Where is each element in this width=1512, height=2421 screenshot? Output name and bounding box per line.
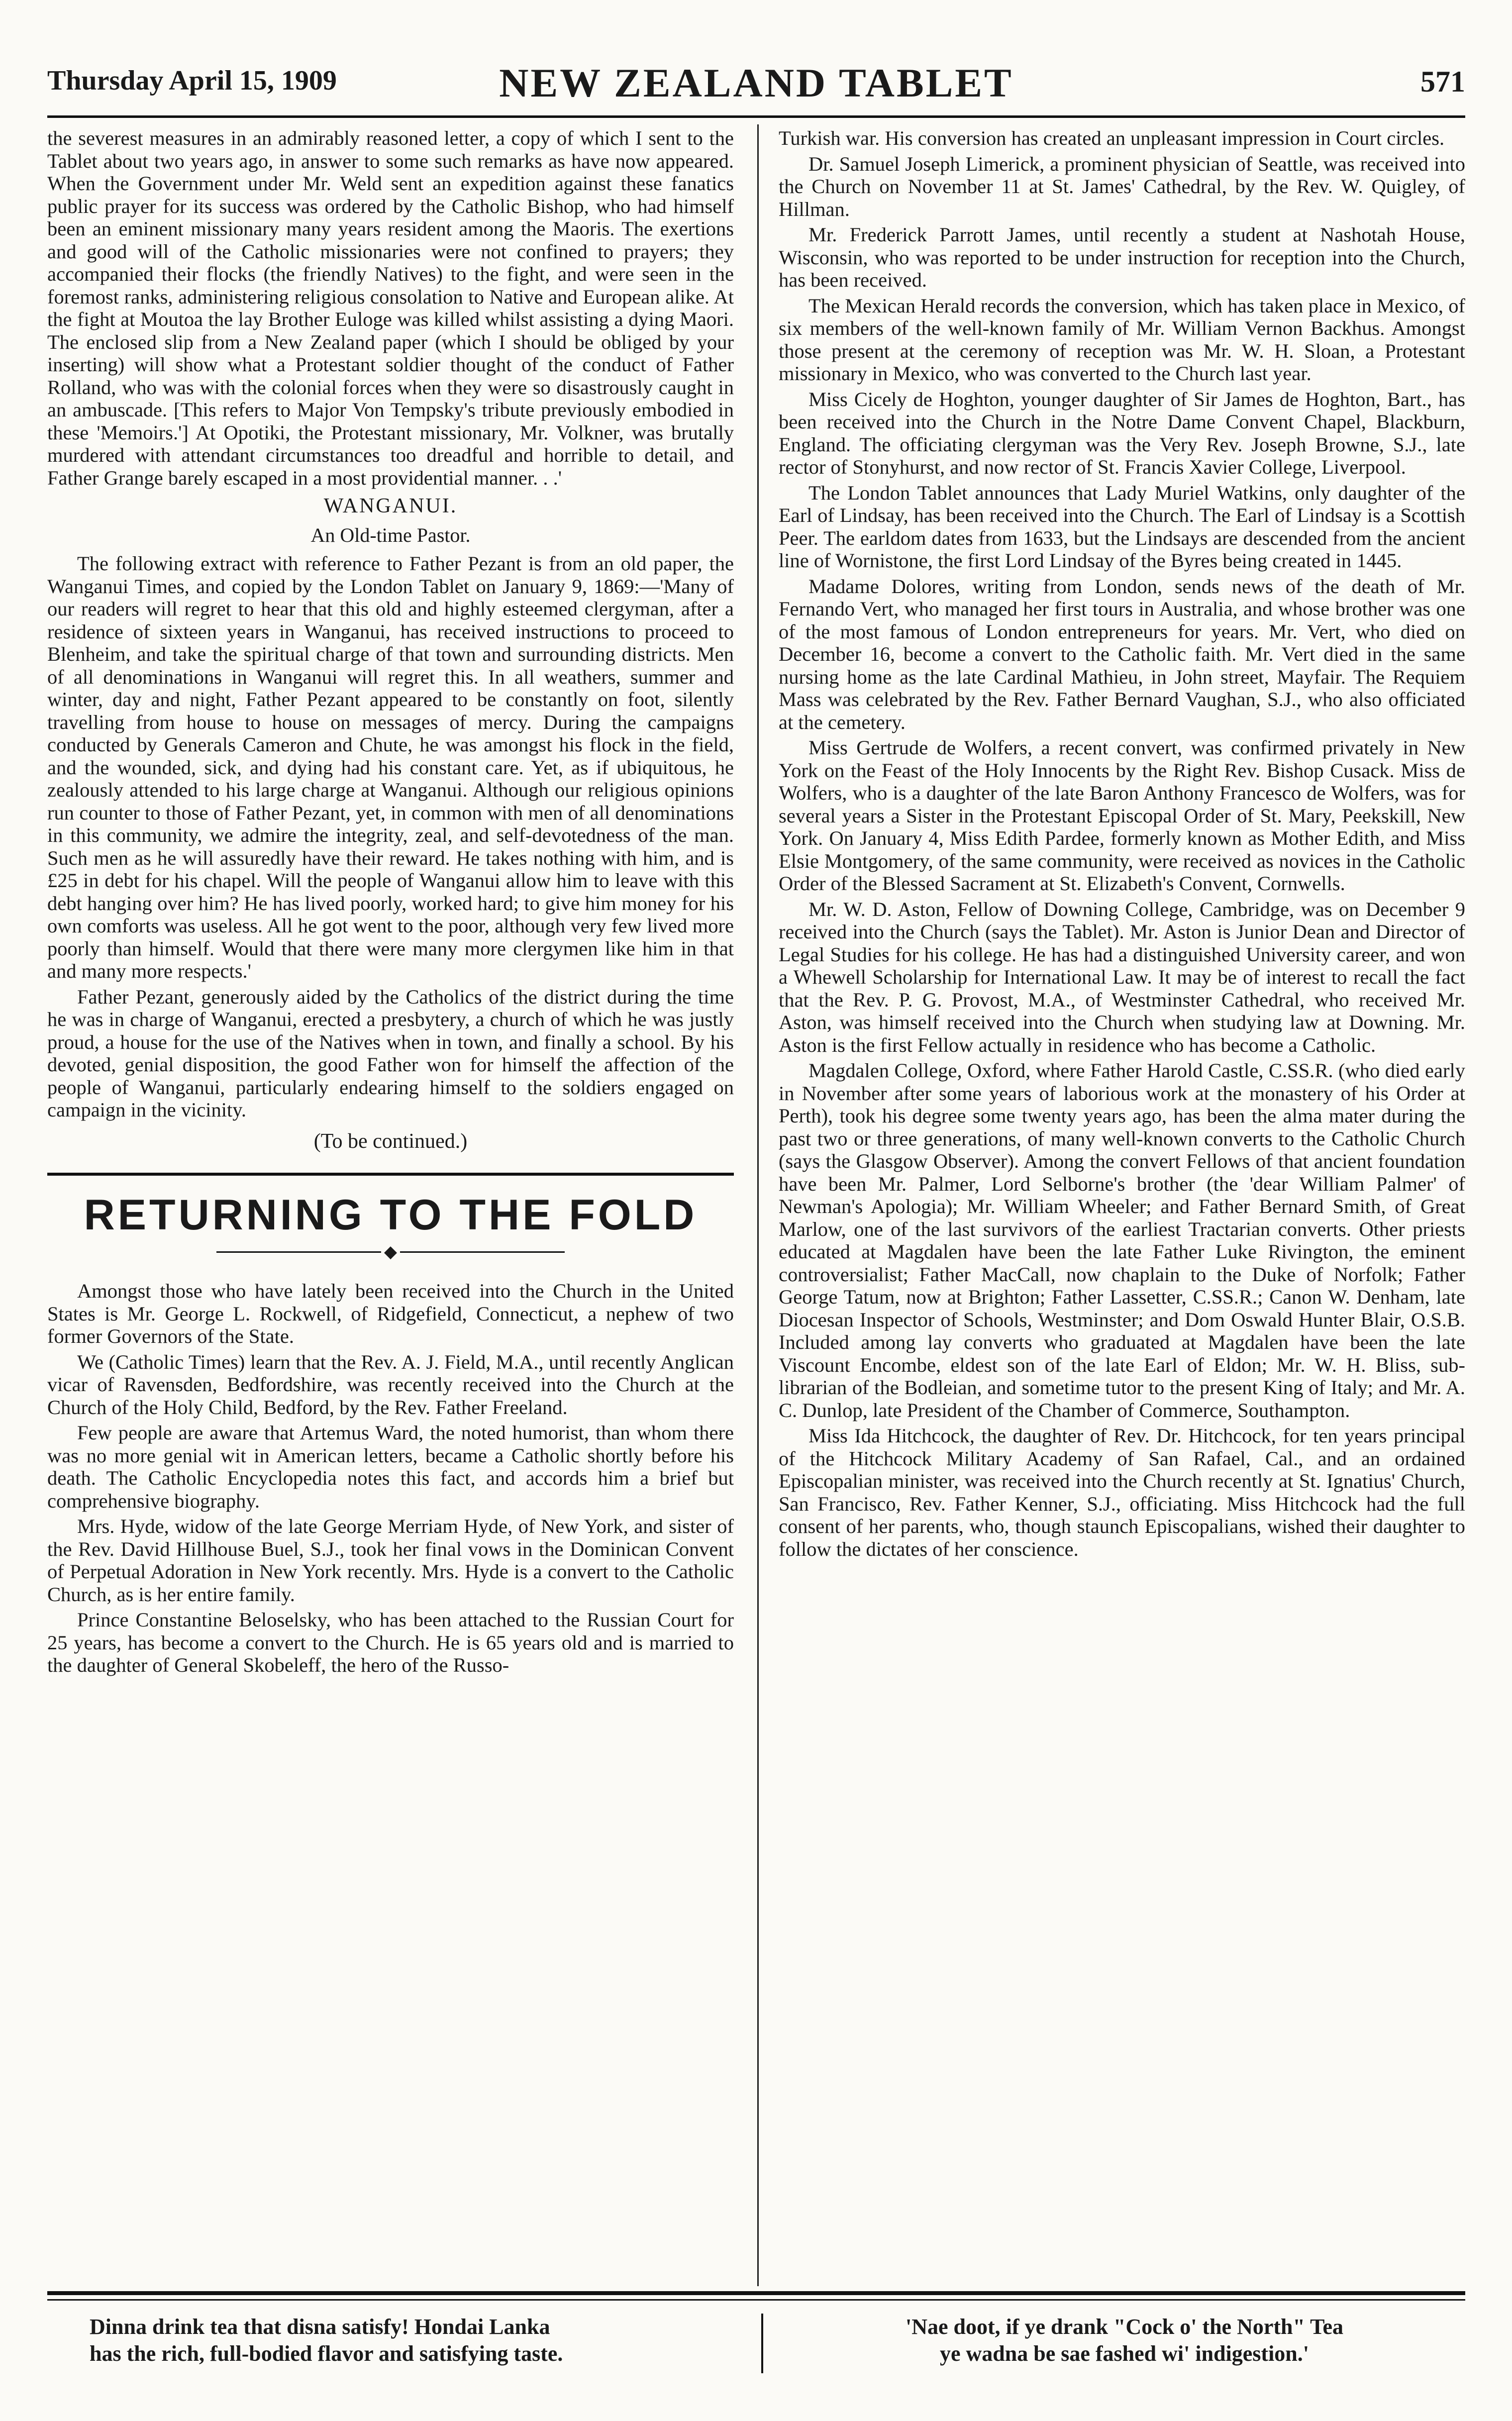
article-paragraph: Prince Constantine Beloselsky, who has been attached to the Russian Court for 25 years, has become a convert to the Church. He is 65 years old and is married to the daughter of General Skobeleff, the hero of the Russo- <box>47 1609 734 1676</box>
article-paragraph: The London Tablet announces that Lady Muriel Watkins, only daughter of the Earl of Lindsay, has been received into the Church. The Earl of Lindsay is a Scottish Peer. The earldom dates from 1633, but the Lindsays are descended from the ancient line of Wornistone, the first Lord Lindsay of the Byres being created in 1445. <box>779 481 1465 572</box>
article-paragraph: Mr. W. D. Aston, Fellow of Downing College, Cambridge, was on December 9 received into the Church (says the Tablet). Mr. Aston is Junior Dean and Director of Legal Studies for his college. He has had a distinguished University career, and won a Whewell Scholarship for International Law. It may be of interest to recall the fact that the Rev. P. G. Provost, M.A., of Westminster Cathedral, who received Mr. Aston, was himself received into the Church when studying law at Downing. Mr. Aston is the first Fellow actually in residence who has become a Catholic. <box>779 898 1465 1056</box>
ad-divider <box>761 2314 763 2373</box>
ad-line: Dinna drink tea that disna satisfy! Hondai Lanka <box>90 2315 550 2339</box>
article-paragraph: Few people are aware that Artemus Ward, the noted humorist, than whom there was no more genial wit in American letters, became a Catholic shortly before his death. The Catholic Encyclopedia notes this fact, and accords him a brief but comprehensive biography. <box>47 1421 734 1512</box>
advertisement-cock-o-the-north <box>786 2314 1463 2367</box>
ad-line: ye wadna be sae fashed wi' indigestion.' <box>940 2341 1309 2366</box>
article-paragraph: Dr. Samuel Joseph Limerick, a prominent physician of Seattle, was received into the Church on November 11 at St. James' Cathedral, by the Rev. W. Quigley, of Hillman. <box>779 152 1465 220</box>
article-paragraph: Amongst those who have lately been received into the Church in the United States is Mr. George L. Rockwell, of Ridgefield, Connecticut, a nephew of two former Governors of the State. <box>47 1280 734 1347</box>
article-paragraph: Father Pezant, generously aided by the Catholics of the district during the time he was in charge of Wanganui, erected a presbytery, a church of which he was justly proud, a house for the use of the Natives when in town, and finally a school. By his devoted, genial disposition, the good Father won for himself the affection of the people of Wanganui, particularly endearing himself to the soldiers engaged on campaign in the vicinity. <box>47 985 734 1121</box>
footer-rule <box>47 2291 1465 2295</box>
article-paragraph: Mrs. Hyde, widow of the late George Merriam Hyde, of New York, and sister of the Rev. David Hillhouse Buel, S.J., took her final vows in the Dominican Convent of Perpetual Adoration in New York recently. Mrs. Hyde is a convert to the Catholic Church, as is her entire family. <box>47 1515 734 1606</box>
article-paragraph: The following extract with reference to Father Pezant is from an old paper, the Wanganui Times, and copied by the London Tablet on January 9, 1869:—'Many of our readers will regret to hear that this old and highly esteemed clergyman, after a residence of sixteen years in Wanganui, has received instructions to proceed to Blenheim, and take the spiritual charge of that town and surrounding districts. Men of all denominations in Wanganui will regret this. In all weathers, summer and winter, day and night, Father Pezant appeared to be constantly on foot, silently travelling from house to house on messages of mercy. During the campaigns conducted by Generals Cameron and Chute, he was amongst his flock in the field, and the wounded, sick, and dying had his constant care. Yet, as if ubiquitous, he zealously attended to his large charge at Wanganui. Although our religious opinions run counter to those of Father Pezant, yet, in common with men of all denominations in this community, we admire the integrity, zeal, and self-devotedness of the man. Such men as he will assuredly have their reward. He takes nothing with him, and is £25 in debt for his chapel. Will the people of Wanganui allow him to leave with this debt hanging over him? He has lived poorly, worked hard; to give him money for his own comforts was useless. All he got went to the poor, although very few lived more poorly than himself. Would that there were many more clergymen like him in that and many more respects.' <box>47 552 734 982</box>
advertisement-hondai-lanka <box>90 2314 736 2367</box>
diamond-ornament-icon: ◆ <box>381 1245 400 1260</box>
article-paragraph: Miss Gertrude de Wolfers, a recent convert, was confirmed privately in New York on the Feast of the Holy Innocents by the Right Rev. Bishop Cusack. Miss de Wolfers, who is a daughter of the late Baron Anthony Francesco de Wolfers, was for several years a Sister in the Protestant Episcopal Order of St. Mary, Peekskill, New York. On January 4, Miss Edith Pardee, formerly known as Mother Edith, and Miss Elsie Montgomery, of the same community, were received as novices in the Catholic Order of the Blessed Sacrament at St. Elizabeth's Convent, Cornwells. <box>779 736 1465 895</box>
article-paragraph: Mr. Frederick Parrott James, until recently a student at Nashotah House, Wisconsin, who was reported to be under instruction for reception into the Church, has been received. <box>779 223 1465 291</box>
section-title: RETURNING TO THE FOLD <box>84 1191 698 1239</box>
right-column <box>779 127 1465 2286</box>
article-paragraph: The Mexican Herald records the conversion, which has taken place in Mexico, of six members of the well-known family of Mr. William Vernon Backhus. Amongst those present at the ceremony of reception was Mr. W. H. Sloan, a Protestant missionary in Mexico, who was converted to the Church last year. <box>779 294 1465 385</box>
issue-date: Thursday April 15, 1909 <box>47 65 337 96</box>
title-ornament <box>47 1245 734 1260</box>
page-number: 571 <box>1420 65 1465 98</box>
article-paragraph: Turkish war. His conversion has created an unpleasant impression in Court circles. <box>779 127 1445 149</box>
left-column <box>47 127 734 2261</box>
article-paragraph: Miss Cicely de Hoghton, younger daughter of Sir James de Hoghton, Bart., has been received into the Church in the Notre Dame Convent Chapel, Blackburn, England. The officiating clergyman was the Very Rev. Joseph Browne, S.J., late rector of Stonyhurst, and now rector of St. Francis Xavier College, Liverpool. <box>779 388 1465 478</box>
section-subheading-pastor: An Old-time Pastor. <box>310 523 471 546</box>
article-paragraph: We (Catholic Times) learn that the Rev. A. J. Field, M.A., until recently Anglican vicar of Ravensden, Bedfordshire, was recently received into the Church at the Church of the Holy Child, Bedford, by the Rev. Father Freeland. <box>47 1350 734 1418</box>
ad-line: 'Nae doot, if ye drank "Cock o' the North" Tea <box>906 2315 1343 2339</box>
header-rule <box>47 115 1465 118</box>
masthead-title: NEW ZEALAND TABLET <box>499 60 1013 105</box>
ad-line: has the rich, full-bodied flavor and satisfying taste. <box>90 2341 563 2366</box>
section-divider <box>47 1173 734 1176</box>
article-paragraph: Miss Ida Hitchcock, the daughter of Rev. Dr. Hitchcock, for ten years principal of the Hitchcock Military Academy of San Rafael, Cal., and an ordained Episcopalian minister, was received into the Church recently at St. Ignatius' Church, San Francisco, Rev. Father Kenner, S.J., officiating. Miss Hitchcock had the full consent of her parents, who, though staunch Episcopalians, wished their daughter to follow the dictates of her conscience. <box>779 1424 1465 1560</box>
section-subheading-wanganui: WANGANUI. <box>323 495 458 517</box>
article-paragraph: Madame Dolores, writing from London, sends news of the death of Mr. Fernando Vert, who managed her first tours in Australia, and whose brother was one of the most famous of London entrepreneurs for years. Mr. Vert, who died on December 16, become a convert to the Catholic faith. Mr. Vert died in the same nursing home as the late Cardinal Mathieu, in John street, Mayfair. The Requiem Mass was celebrated by the Rev. Father Bernard Vaughan, S.J., who also officiated at the cemetery. <box>779 575 1465 733</box>
to-be-continued: (To be continued.) <box>313 1129 468 1153</box>
page-header <box>47 60 1465 109</box>
article-paragraph: the severest measures in an admirably reasoned letter, a copy of which I sent to the Tablet about two years ago, in answer to some such remarks as have now appeared. When the Government under Mr. Weld sent an expedition against these fanatics public prayer for its success was ordered by the Catholic Bishop, who had himself been an eminent missionary many years resident among the Maoris. The exertions and good will of the Catholic missionaries were not confined to prayers; they accompanied their flocks (the friendly Natives) to the fight, and were seen in the foremost ranks, administering religious consolation to Native and European alike. At the fight at Moutoa the lay Brother Euloge was killed whilst assisting a dying Maori. The enclosed slip from a New Zealand paper (which I should be obliged by your inserting) will show what a Protestant soldier thought of the conduct of Father Rolland, who was with the colonial forces when they were so disastrously caught in an ambuscade. [This refers to Major Von Tempsky's tribute previously embodied in these 'Memoirs.'] At Opotiki, the Protestant missionary, Mr. Volkner, was brutally murdered with attendant circumstances too dreadful and horrible to detail, and Father Grange barely escaped in a most providential manner. . .' <box>47 127 734 489</box>
column-divider <box>757 124 759 2286</box>
article-paragraph: Magdalen College, Oxford, where Father Harold Castle, C.SS.R. (who died early in November after some years of laborious work at the monastery of his Order at Perth), took his degree some twenty years ago, has been the alma mater during the past two or three generations, of many well-known converts to the Catholic Church (says the Glasgow Observer). Among the convert Fellows of that ancient foundation have been Mr. Palmer, Lord Selborne's brother (the 'dear William Palmer' of Newman's Apologia); Mr. William Wheeler; and Father Bernard Smith, of Great Marlow, one of the last survivors of the earliest Tractarian converts. Other priests educated at Magdalen have been the late Father Luke Rivington, the eminent controversialist; Father MacCall, now chaplain to the Duke of Norfolk; Father George Tatum, now at Brighton; Father Lassetter, C.SS.R.; Canon W. Denham, late Diocesan Inspector of Schools, Westminster; and Dom Oswald Hunter Blair, O.S.B. Included among lay converts who graduated at Magdalen have been the late Viscount Encombe, eldest son of the late Earl of Eldon; Mr. W. H. Bliss, sub-librarian of the Bodleian, and sometime tutor to the present King of Italy; and Mr. A. C. Dunlop, late President of the Chamber of Commerce, Southampton. <box>779 1059 1465 1421</box>
footer-rule-thin <box>47 2299 1465 2301</box>
